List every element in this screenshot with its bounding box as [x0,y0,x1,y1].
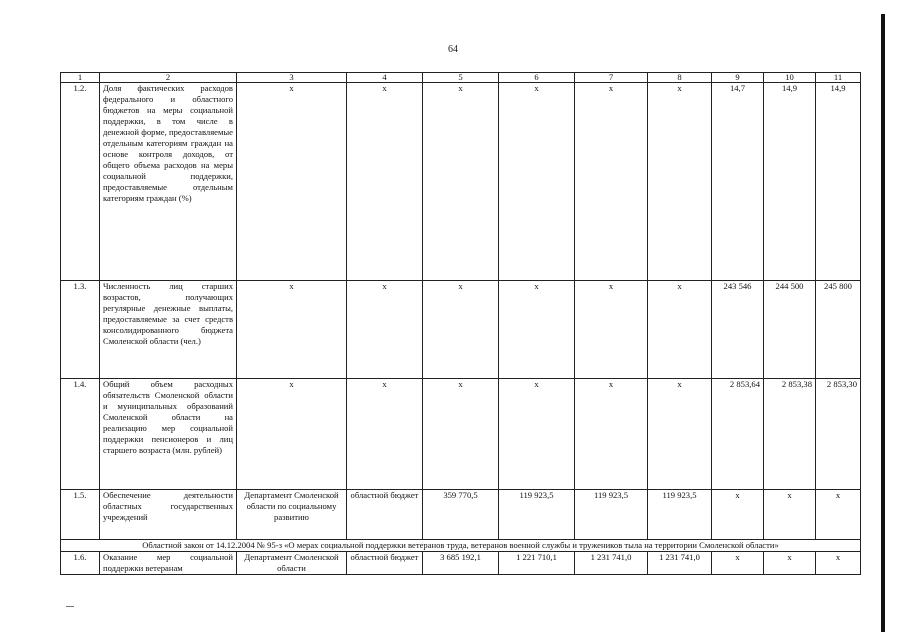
cell-indicator-3: 245 800 [816,281,861,379]
row-description: Обеспечение деятельности областных государственных учреждений [100,490,237,540]
law-section-title: Областной закон от 14.12.2004 № 95-з «О мерах социальной поддержки ветеранов труда, ветеранов военной службы и тружеников тыла на территории Смоленской области» [61,540,861,552]
row-number: 1.5. [61,490,100,540]
measures-table [60,72,861,575]
cell-indicator-1: х [712,490,764,540]
scan-mark [66,606,74,607]
column-header: 3 [237,73,347,83]
cell-total: 3 685 192,1 [423,552,499,575]
cell-executor: х [237,281,347,379]
cell-total: х [423,281,499,379]
cell-indicator-2: 244 500 [764,281,816,379]
row-description: Общий объем расходных обязательств Смоленской области и муниципальных образований Смоленской области на реализацию мер социальной поддержки пенсионеров и лиц старшего возраста (млн. рублей) [100,379,237,490]
cell-indicator-1: х [712,552,764,575]
cell-year-3: х [648,281,712,379]
cell-source: областной бюджет [347,552,423,575]
cell-year-2: 1 231 741,0 [575,552,648,575]
row-description: Оказание мер социальной поддержки ветеранам [100,552,237,575]
cell-source: областной бюджет [347,490,423,540]
row-description: Численность лиц старших возрастов, получающих регулярные денежные выплаты, предоставляемые за счет средств консолидированного бюджета Смоленской области (чел.) [100,281,237,379]
cell-total: 359 770,5 [423,490,499,540]
column-header: 2 [100,73,237,83]
table-row [61,490,861,540]
cell-year-2: 119 923,5 [575,490,648,540]
cell-year-1: 1 221 710,1 [499,552,575,575]
cell-indicator-1: 14,7 [712,83,764,281]
row-number: 1.2. [61,83,100,281]
cell-year-1: х [499,281,575,379]
cell-year-3: 1 231 741,0 [648,552,712,575]
column-header: 8 [648,73,712,83]
cell-indicator-2: 14,9 [764,83,816,281]
cell-year-1: х [499,83,575,281]
table-row [61,281,861,379]
row-number: 1.4. [61,379,100,490]
cell-year-2: х [575,281,648,379]
table-row [61,83,861,281]
law-section-row [61,540,861,552]
column-header: 11 [816,73,861,83]
cell-indicator-2: 2 853,38 [764,379,816,490]
column-header: 10 [764,73,816,83]
cell-executor: х [237,379,347,490]
cell-executor: Департамент Смоленской области по социальному развитию [237,490,347,540]
scan-edge-bar [881,14,885,632]
cell-indicator-1: 243 546 [712,281,764,379]
cell-source: х [347,83,423,281]
cell-indicator-2: х [764,490,816,540]
cell-total: х [423,379,499,490]
cell-source: х [347,379,423,490]
cell-year-3: х [648,83,712,281]
cell-executor: Департамент Смоленской области [237,552,347,575]
cell-total: х [423,83,499,281]
cell-indicator-2: х [764,552,816,575]
row-number: 1.6. [61,552,100,575]
column-header: 1 [61,73,100,83]
column-header: 4 [347,73,423,83]
cell-indicator-3: х [816,490,861,540]
cell-indicator-3: 14,9 [816,83,861,281]
column-number-row [61,73,861,83]
table-row [61,379,861,490]
row-number: 1.3. [61,281,100,379]
cell-year-1: 119 923,5 [499,490,575,540]
table-row [61,552,861,575]
cell-year-3: 119 923,5 [648,490,712,540]
cell-indicator-1: 2 853,64 [712,379,764,490]
column-header: 9 [712,73,764,83]
row-description: Доля фактических расходов федерального и областного бюджетов на меры социальной поддержки, в том числе в денежной форме, предоставляемые отдельным категориям граждан на основе контроля доходов, от общего объема расходов на меры социальной поддержки, предоставляемые отдельным категориям граждан (%) [100,83,237,281]
cell-executor: х [237,83,347,281]
cell-year-2: х [575,83,648,281]
page-number: 64 [448,44,458,55]
cell-year-1: х [499,379,575,490]
cell-source: х [347,281,423,379]
column-header: 5 [423,73,499,83]
cell-year-2: х [575,379,648,490]
column-header: 7 [575,73,648,83]
column-header: 6 [499,73,575,83]
cell-indicator-3: х [816,552,861,575]
cell-year-3: х [648,379,712,490]
cell-indicator-3: 2 853,30 [816,379,861,490]
